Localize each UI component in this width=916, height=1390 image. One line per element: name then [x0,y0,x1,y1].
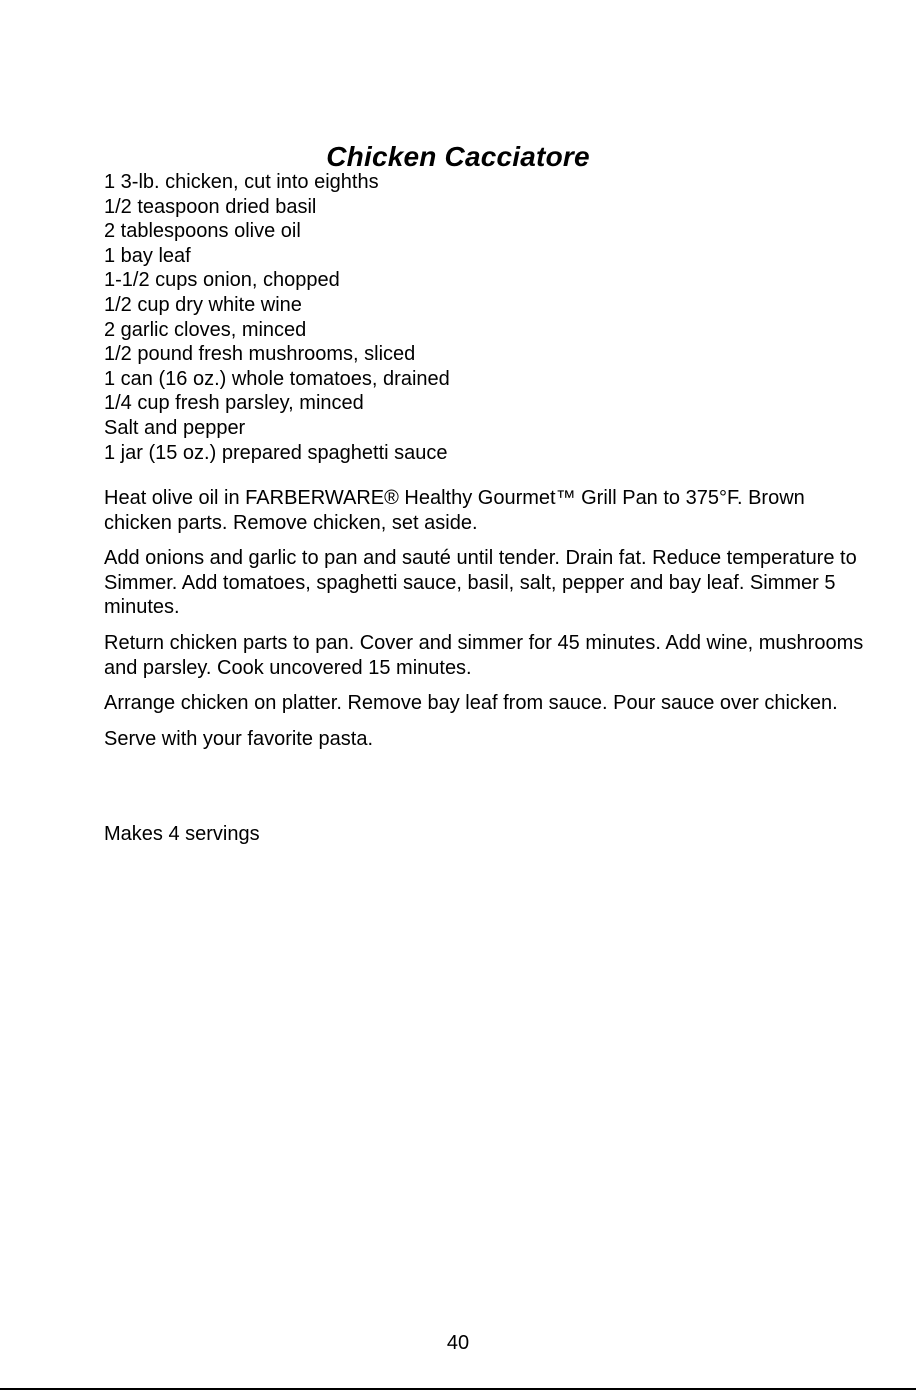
ingredient-item: 1 can (16 oz.) whole tomatoes, drained [104,367,450,390]
ingredient-item: 1 bay leaf [104,244,191,267]
instruction-paragraph: Add onions and garlic to pan and sauté until tender. Drain fat. Reduce temperature to Simmer. Add tomatoes, spaghetti sauce, basil, salt, pepper and bay leaf. Simmer 5 minutes. [104,547,857,619]
ingredient-item: 1/2 teaspoon dried basil [104,195,317,218]
ingredient-item: 1-1/2 cups onion, chopped [104,269,340,292]
ingredient-item: Salt and pepper [104,416,246,439]
ingredient-item: 1/2 pound fresh mushrooms, sliced [104,343,416,366]
instruction-paragraph: Serve with your favorite pasta. [104,727,374,750]
ingredient-item: 1/2 cup dry white wine [104,293,302,316]
instruction-steps [104,486,864,762]
ingredient-item: 1 3-lb. chicken, cut into eighths [104,171,379,193]
instruction-paragraph: Return chicken parts to pan. Cover and simmer for 45 minutes. Add wine, mushrooms and parsley. Cook uncovered 15 minutes. [104,631,864,679]
page-number: 40 [446,1332,470,1354]
instruction-paragraph: Heat olive oil in FARBERWARE® Healthy Gourmet™ Grill Pan to 375°F. Brown chicken parts. Remove chicken, set aside. [104,487,805,534]
ingredient-item: 1/4 cup fresh parsley, minced [104,392,364,415]
ingredient-item: 2 tablespoons olive oil [104,220,301,243]
servings-note: Makes 4 servings [104,823,260,845]
instruction-paragraph: Arrange chicken on platter. Remove bay leaf from sauce. Pour sauce over chicken. [104,692,838,715]
recipe-title: Chicken Cacciatore [326,140,590,172]
ingredient-item: 1 jar (15 oz.) prepared spaghetti sauce [104,441,448,464]
ingredient-item: 2 garlic cloves, minced [104,318,307,341]
ingredient-list [104,170,844,465]
